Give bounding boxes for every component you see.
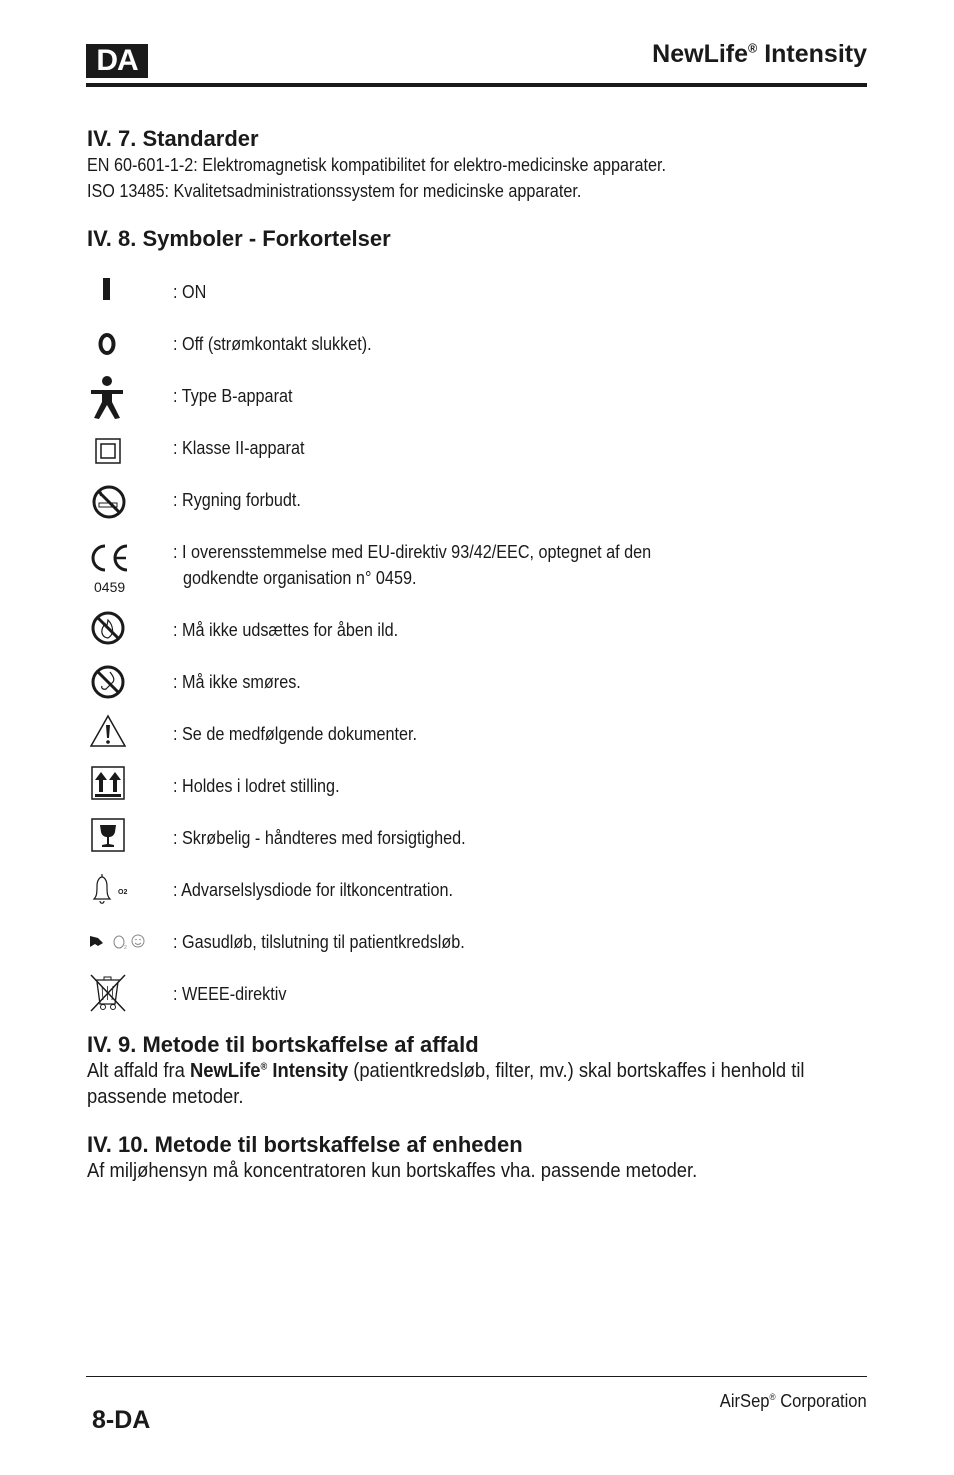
waste-disposal-paragraph: Alt affald fra NewLife® Intensity (patientkredsløb, filter, mv.) skal bortskaffes i henhold til passende metoder. (87, 1060, 805, 1108)
symbol-description-continued: godkendte organisation n° 0459. (183, 568, 417, 588)
symbol-description: : WEEE-direktiv (173, 984, 287, 1004)
oxygen-alarm-bell-icon (86, 870, 130, 910)
ce-notified-body-number: 0459 (94, 579, 126, 595)
power-off-icon (86, 324, 130, 364)
weee-crossed-bin-icon (86, 972, 130, 1014)
standards-line: ISO 13485: Kvalitetsadministrationssystem for medicinske apparater. (87, 181, 582, 201)
this-way-up-icon (86, 764, 130, 804)
no-smoking-icon (86, 482, 130, 522)
footer-divider (86, 1376, 867, 1377)
power-on-icon (86, 272, 130, 312)
symbol-description: : Gasudløb, tilslutning til patientkredsløb. (173, 932, 465, 952)
no-grease-icon (86, 662, 130, 702)
fragile-glass-icon (86, 816, 130, 856)
symbol-description: : Se de medfølgende dokumenter. (173, 724, 418, 744)
no-open-flame-icon (86, 610, 130, 650)
symbol-description: : Holdes i lodret stilling. (173, 776, 340, 796)
symbol-description: : Rygning forbudt. (173, 490, 301, 510)
ce-mark-icon (86, 540, 130, 596)
waste-disposal-heading: IV. 9. Metode til bortskaffelse af affald (87, 1032, 479, 1057)
symbol-description: : Må ikke smøres. (173, 672, 301, 692)
device-disposal-heading: IV. 10. Metode til bortskaffelse af enheden (87, 1132, 523, 1157)
gas-outlet-patient-icon (86, 924, 150, 964)
device-disposal-paragraph: Af miljøhensyn må koncentratoren kun bortskaffes vha. passende metoder. (87, 1160, 698, 1182)
symbol-description: : Skrøbelig - håndteres med forsigtighed. (173, 828, 466, 848)
symbol-description: : Må ikke udsættes for åben ild. (173, 620, 399, 640)
symbol-description: : Off (strømkontakt slukket). (173, 334, 372, 354)
svg-text:2: 2 (124, 945, 127, 951)
type-b-applied-part-icon (86, 374, 130, 422)
symbol-description: : Type B-apparat (173, 386, 293, 406)
header-divider (86, 83, 867, 87)
standards-line: EN 60-601-1-2: Elektromagnetisk kompatibilitet for elektro-medicinske apparater. (87, 155, 666, 175)
symbol-description: : Klasse II-apparat (173, 438, 305, 458)
symbol-description: : Advarselslysdiode for iltkoncentration. (173, 880, 454, 900)
standards-heading: IV. 7. Standarder (87, 126, 259, 151)
symbol-description: : ON (173, 282, 207, 302)
symbol-description: : I overensstemmelse med EU-direktiv 93/42/EEC, optegnet af den (173, 542, 652, 562)
product-title: NewLife® Intensity (652, 40, 867, 68)
oxygen-label: O2 (118, 889, 128, 896)
class-ii-double-square-icon (86, 434, 130, 474)
symbols-heading: IV. 8. Symboler - Forkortelser (87, 226, 391, 251)
language-badge: DA (86, 44, 148, 78)
page-number: 8-DA (92, 1406, 151, 1434)
company-name: AirSep® Corporation (720, 1391, 867, 1411)
warning-triangle-icon (86, 712, 130, 752)
